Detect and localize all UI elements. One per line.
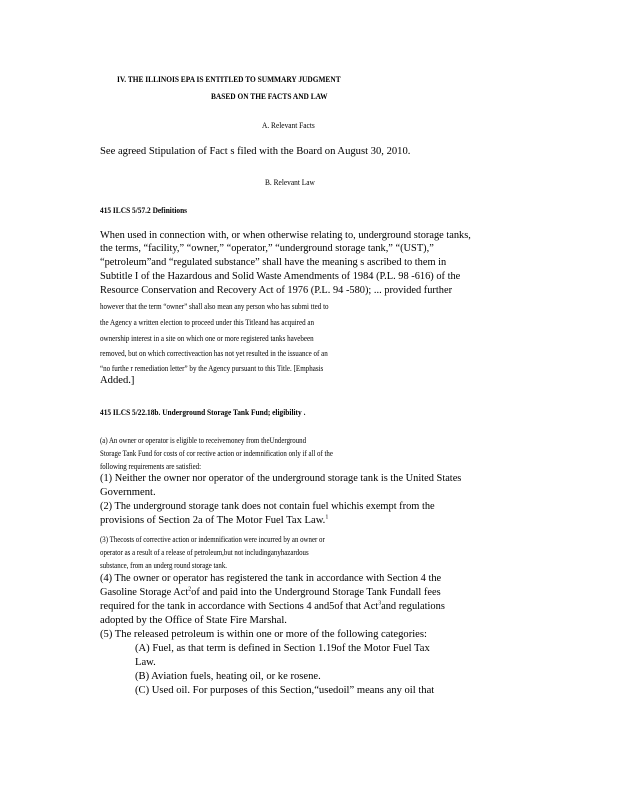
paragraph-line: Resource Conservation and Recovery Act of 1976 (P.L. 94 -580); ... provided further	[100, 285, 453, 296]
paragraph-line: (3) Thecosts of corrective action or indemnification were incurred by an owner or	[100, 534, 325, 544]
statute-heading-ust-fund: 415 ILCS 5/22.18b. Underground Storage Tank Fund; eligibility .	[100, 407, 306, 417]
subsection-title-law: B. Relevant Law	[265, 177, 315, 187]
paragraph-line: (5) The released petroleum is within one or more of the following categories:	[100, 629, 427, 640]
list-item: (A) Fuel, as that term is defined in Section 1.19of the Motor Fuel Tax	[135, 643, 430, 654]
section-heading: IV. THE ILLINOIS EPA IS ENTITLED TO SUMMARY JUDGMENT	[117, 74, 341, 84]
line-text: required for the tank in accordance with Sections 4 and5of that Act	[100, 601, 379, 612]
paragraph-line: Government.	[100, 487, 156, 498]
paragraph-line: adopted by the Office of State Fire Marshal.	[100, 615, 287, 626]
paragraph-line: (4) The owner or operator has registered the tank in accordance with Section 4 the	[100, 573, 442, 584]
subsection-title-facts: A. Relevant Facts	[262, 120, 315, 130]
paragraph-line: however that the term “owner” shall also mean any person who has submi tted to	[100, 301, 329, 311]
list-item: Law.	[135, 657, 156, 668]
footnote-marker: 2	[188, 586, 192, 593]
paragraph-line: ownership interest in a site on which one or more registered tanks havebeen	[100, 333, 314, 343]
paragraph-line: the Agency a written election to proceed under this Titleand has acquired an	[100, 317, 315, 327]
line-text: Gasoline Storage Act	[100, 587, 189, 598]
line-text: and regulations	[381, 601, 445, 612]
paragraph-line: (1) Neither the owner nor operator of the underground storage tank is the United States	[100, 473, 462, 484]
paragraph-line: Added.]	[100, 375, 135, 386]
section-heading-line2: BASED ON THE FACTS AND LAW	[211, 91, 328, 101]
list-item: (C) Used oil. For purposes of this Section,“usedoil” means any oil that	[135, 685, 435, 696]
statute-heading-definitions: 415 ILCS 5/57.2 Definitions	[100, 205, 188, 215]
paragraph-line	[100, 602, 445, 613]
paragraph-line	[100, 516, 328, 527]
line-text: provisions of Section 2a of The Motor Fuel Tax Law.	[100, 515, 326, 526]
paragraph-line: Storage Tank Fund for costs of cor rective action or indemnification only if all of the	[100, 448, 333, 458]
paragraph-line: removed, but on which correctiveaction has not yet resulted in the issuance of an	[100, 348, 328, 358]
facts-paragraph: See agreed Stipulation of Fact s filed with the Board on August 30, 2010.	[100, 146, 411, 157]
line-text: of and paid into the Underground Storage Tank Fundall fees	[191, 587, 441, 598]
paragraph-line: following requirements are satisfied:	[100, 461, 201, 471]
footnote-marker: 3	[378, 600, 382, 607]
paragraph-line: When used in connection with, or when otherwise relating to, underground storage tanks,	[100, 230, 471, 241]
paragraph-line: (2) The underground storage tank does not contain fuel whichis exempt from the	[100, 501, 435, 512]
paragraph-line: the terms, “facility,” “owner,” “operator,” “underground storage tank,” “(UST),”	[100, 243, 434, 254]
paragraph-line: Subtitle I of the Hazardous and Solid Waste Amendments of 1984 (P.L. 98 -616) of the	[100, 271, 461, 282]
paragraph-line: “petroleum”and “regulated substance” shall have the meaning s ascribed to them in	[100, 257, 447, 268]
footnote-marker: 1	[325, 514, 329, 521]
paragraph-line	[100, 588, 441, 599]
paragraph-line: substance, from an underg round storage tank.	[100, 560, 228, 570]
paragraph-line: “no furthe r remediation letter” by the Agency pursuant to this Title. [Emphasis	[100, 363, 324, 373]
paragraph-line: operator as a result of a release of petroleum,but not includinganyhazardous	[100, 547, 309, 557]
paragraph-line: (a) An owner or operator is eligible to receivemoney from theUnderground	[100, 435, 307, 445]
list-item: (B) Aviation fuels, heating oil, or ke rosene.	[135, 671, 321, 682]
